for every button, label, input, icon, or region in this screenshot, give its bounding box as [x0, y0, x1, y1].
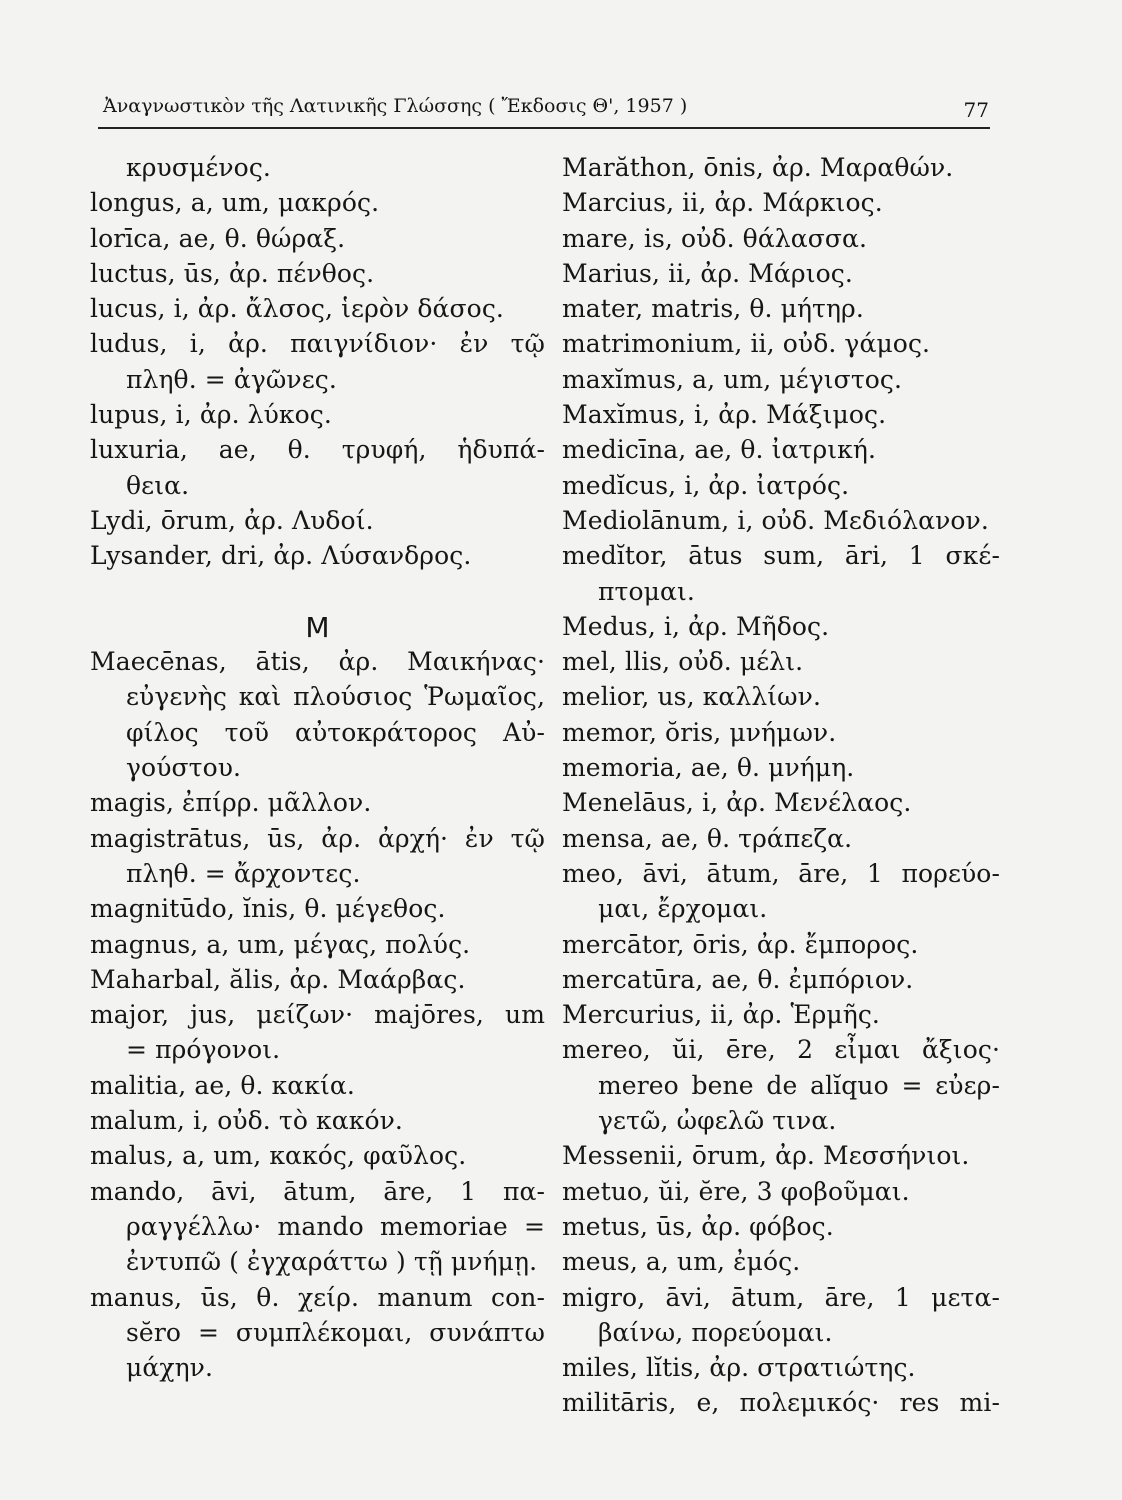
- entry-line: maxĭmus, a, um, μέγιστος.: [562, 364, 903, 394]
- entry-line: ραγγέλλω· mando memoriae =: [126, 1211, 545, 1241]
- entry-line: mando, āvi, ātum, āre, 1 πα-: [90, 1176, 545, 1206]
- entry-line: medicīna, ae, θ. ἰατρική.: [562, 435, 876, 465]
- entry-line: mereo, ŭi, ēre, 2 εἶμαι ἄξιος·: [562, 1035, 1000, 1065]
- entry-line: matrimonium, ii, οὐδ. γάμος.: [562, 329, 931, 359]
- entry-line: malus, a, um, κακός, φαῦλος.: [90, 1141, 467, 1171]
- entry-line: = πρόγονοι.: [126, 1035, 281, 1065]
- entry-line: malum, i, οὐδ. τὸ κακόν.: [90, 1106, 403, 1136]
- entry-line: manus, ūs, θ. χείρ. manum con-: [90, 1282, 545, 1312]
- entry-line: πτομαι.: [598, 576, 695, 606]
- entry-line: Marius, ii, ἀρ. Μάριος.: [562, 258, 853, 288]
- entry-line: luctus, ūs, ἀρ. πένθος.: [90, 258, 375, 288]
- entry-line: malitia, ae, θ. κακία.: [90, 1070, 355, 1100]
- section-letter-heading: M: [305, 610, 330, 644]
- entry-line: mercātor, ōris, ἀρ. ἔμπορος.: [562, 929, 919, 959]
- entry-line: βαίνω, πορεύομαι.: [598, 1317, 833, 1347]
- entry-line: medĭtor, ātus sum, āri, 1 σκέ-: [562, 541, 1000, 571]
- entry-line: melior, us, καλλίων.: [562, 682, 821, 712]
- entry-line: mare, is, οὐδ. θάλασσα.: [562, 223, 868, 253]
- entry-line: metuo, ŭi, ĕre, 3 φοβοῦμαι.: [562, 1176, 910, 1206]
- entry-line: Mercurius, ii, ἀρ. Ἑρμῆς.: [562, 1000, 880, 1030]
- entry-line: miles, lĭtis, ἀρ. στρατιώτης.: [562, 1353, 916, 1383]
- entry-line: lucus, i, ἀρ. ἄλσος, ἱερὸν δάσος.: [90, 294, 504, 324]
- entry-line: ἐντυπῶ ( ἐγχαράττω ) τῇ μνήμῃ.: [126, 1247, 538, 1277]
- entry-line: magistrātus, ūs, ἀρ. ἀρχή· ἐν τῷ: [90, 823, 545, 853]
- entry-line: meus, a, um, ἐμός.: [562, 1247, 801, 1277]
- header-rule: [98, 127, 990, 129]
- entry-line: magis, ἐπίρρ. μᾶλλον.: [90, 788, 372, 818]
- entry-line: metus, ūs, ἀρ. φόβος.: [562, 1211, 834, 1241]
- entry-line: magnitūdo, ĭnis, θ. μέγεθος.: [90, 894, 446, 924]
- entry-line: μάχην.: [126, 1353, 214, 1383]
- entry-line: luxuria, ae, θ. τρυφή, ἡδυπά-: [90, 435, 545, 465]
- entry-line: Marcius, ii, ἀρ. Μάρκιος.: [562, 188, 883, 218]
- entry-line: Marăthon, ōnis, ἀρ. Μαραθών.: [562, 153, 954, 182]
- entry-line: magnus, a, um, μέγας, πολύς.: [90, 929, 471, 959]
- entry-line: major, jus, μείζων· majōres, um: [90, 1000, 545, 1030]
- entry-line: Menelāus, i, ἀρ. Μενέλαος.: [562, 788, 912, 818]
- page-number: 77: [963, 98, 989, 122]
- entry-line: κρυσμένος.: [126, 153, 271, 182]
- entry-line: πληθ. = ἀγῶνες.: [126, 364, 337, 394]
- entry-line: Lysander, dri, ἀρ. Λύσανδρος.: [90, 541, 472, 571]
- entry-line: Messenii, ōrum, ἀρ. Μεσσήνιοι.: [562, 1141, 970, 1171]
- entry-line: mercatūra, ae, θ. ἐμπόριον.: [562, 964, 914, 994]
- entry-line: memoria, ae, θ. μνήμη.: [562, 753, 855, 783]
- entry-line: mater, matris, θ. μήτηρ.: [562, 294, 864, 324]
- running-header: [103, 88, 991, 124]
- entry-line: ludus, i, ἀρ. παιγνίδιον· ἐν τῷ: [90, 329, 545, 359]
- entry-line: meo, āvi, ātum, āre, 1 πορεύο-: [562, 858, 1000, 888]
- entry-line: φίλος τοῦ αὐτοκράτορος Αὐ-: [126, 717, 545, 747]
- entry-line: γετῶ, ὠφελῶ τινα.: [598, 1106, 837, 1136]
- entry-line: lorīca, ae, θ. θώραξ.: [90, 223, 346, 253]
- entry-line: Maxĭmus, i, ἀρ. Μάξιμος.: [562, 400, 887, 430]
- header-title: Ἀναγνωστικὸν τῆς Λατινικῆς Γλώσσης ( Ἔκδοσις Θ', 1957 ): [103, 95, 688, 117]
- entry-line: Maharbal, ălis, ἀρ. Μαάρβας.: [90, 964, 466, 994]
- entry-line: longus, a, um, μακρός.: [90, 188, 380, 218]
- entry-line: Lydi, ōrum, ἀρ. Λυδοί.: [90, 505, 374, 535]
- entry-line: πληθ. = ἄρχοντες.: [126, 858, 361, 888]
- entry-line: sĕro = συμπλέκομαι, συνάπτω: [126, 1317, 545, 1347]
- entry-line: μαι, ἔρχομαι.: [598, 894, 768, 924]
- entry-line: εὐγενὴς καὶ πλούσιος Ῥωμαῖος,: [126, 682, 545, 712]
- entry-line: mel, llis, οὐδ. μέλι.: [562, 647, 804, 677]
- entry-line: mereo bene de alĭquo = εὐερ-: [598, 1070, 1000, 1100]
- entry-line: migro, āvi, ātum, āre, 1 μετα-: [562, 1282, 1000, 1312]
- right-column: [562, 150, 1000, 1421]
- entry-line: medĭcus, i, ἀρ. ἰατρός.: [562, 470, 850, 500]
- entry-line: mensa, ae, θ. τράπεζα.: [562, 823, 853, 853]
- entry-line: θεια.: [126, 470, 190, 500]
- entry-line: lupus, i, ἀρ. λύκος.: [90, 400, 332, 430]
- entry-line: Maecēnas, ātis, ἀρ. Μαικήνας·: [90, 647, 545, 677]
- entry-line: militāris, e, πολεμικός· res mi-: [562, 1388, 1000, 1418]
- entry-line: Mediolānum, i, οὐδ. Μεδιόλανον.: [562, 505, 989, 535]
- left-column: [90, 150, 545, 1385]
- entry-line: Medus, i, ἀρ. Μῆδος.: [562, 611, 830, 641]
- entry-line: memor, ŏris, μνήμων.: [562, 717, 837, 747]
- entry-line: γούστου.: [126, 753, 242, 783]
